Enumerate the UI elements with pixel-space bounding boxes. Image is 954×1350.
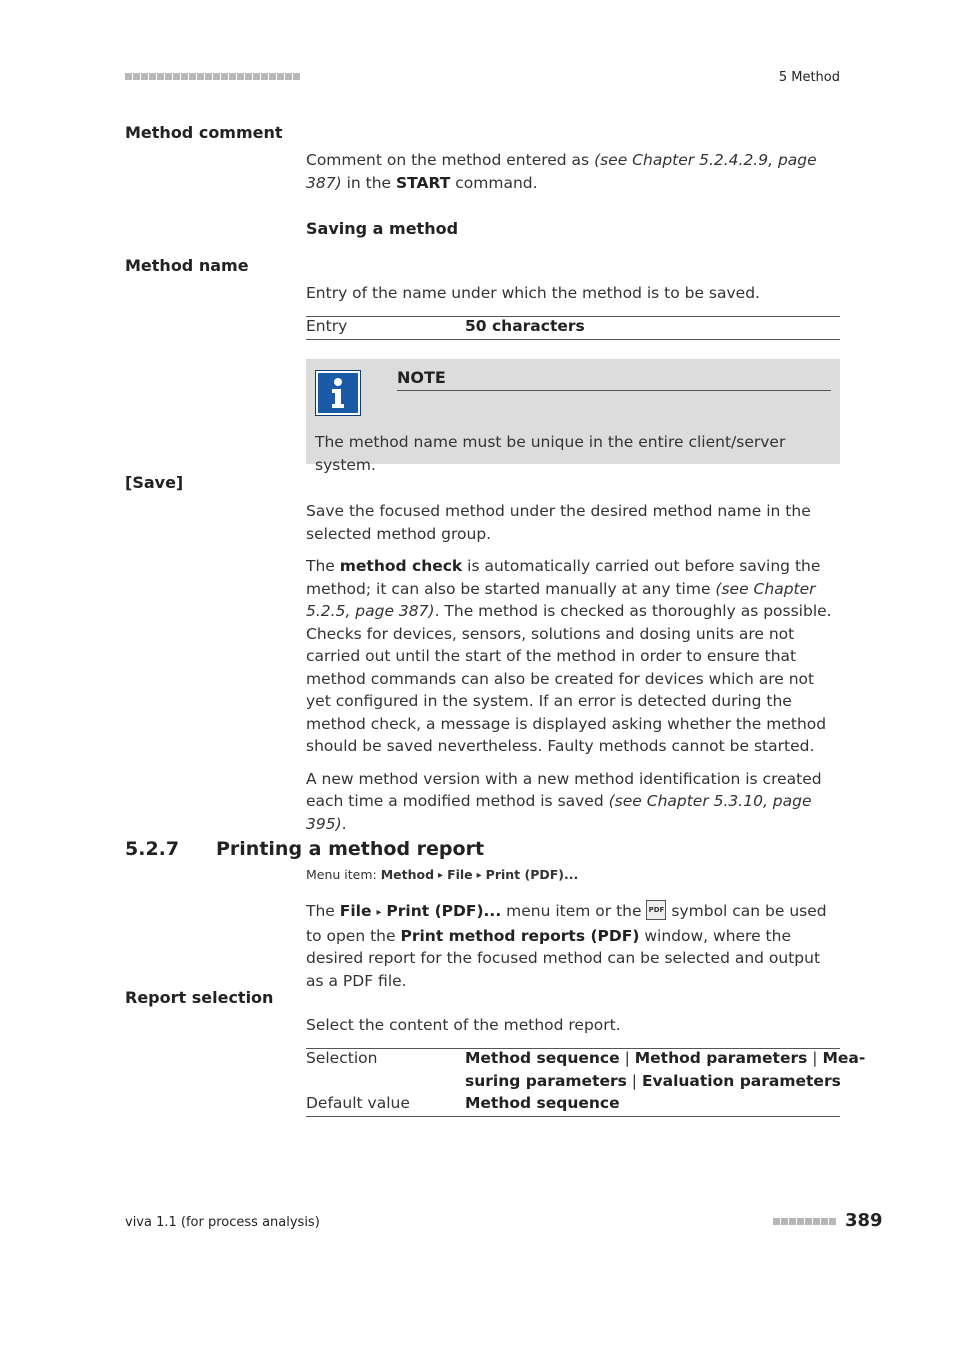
triangle-right-icon: ▸ [476,870,482,881]
note-title: NOTE [397,368,446,387]
chapter-link[interactable]: (see Chapter 5.2.4.2.9, page 387) [306,151,817,192]
menu-path: Menu item: Method ▸ File ▸ Print (PDF)... [306,867,579,882]
table-key-entry: Entry [306,317,348,335]
note-divider [397,390,831,391]
pdf-icon: PDF [646,900,666,920]
note-text: The method name must be unique in the entire client/server system. [315,433,786,474]
printing-description: The File ▸ Print (PDF)... menu item or the PDF symbol can be used to open the Print method reports (PDF) window, where the desired report for the focused method can be selected and output as a PDF file. [306,902,827,990]
info-icon [315,370,361,416]
section-title: Printing a method report [216,838,485,860]
chapter-link[interactable]: (see Chapter 5.2.5, page 387) [306,579,816,620]
saving-heading: Saving a method [306,219,459,238]
table-value-selection: Method sequence | Method parameters | Mea- suring parameters | Evaluation parameters [465,1049,866,1090]
chapter-link[interactable]: (see Chapter 5.3.10, page 395) [306,792,812,833]
triangle-right-icon: ▸ [376,907,382,918]
label-save: [Save] [125,473,184,492]
label-method-comment: Method comment [125,123,283,142]
table-value-default: Method sequence [465,1094,620,1112]
footer-decoration [773,1218,836,1225]
save-description [306,500,841,845]
header-section: 5 Method [778,70,840,85]
table-key-selection: Selection [306,1049,378,1067]
footer-left: viva 1.1 (for process analysis) [125,1215,320,1230]
save-p3: A new method version with a new method identification is created each time a modified method is saved (see Chapter 5.3.10, page 395). [306,769,822,833]
save-p1: Save the focused method under the desired method name in the selected method group. [306,502,811,543]
method-comment-text: Comment on the method entered as (see Chapter 5.2.4.2.9, page 387) in the START command. [306,151,817,192]
table-rule-bottom [306,1116,840,1117]
save-p2: The method check is automatically carried out before saving the method; it can also be started manually at any time (see Chapter 5.2.5, page 387). The method is checked as thoroughly as possible. Checks for devices, sensors, solutions and dosing units are not carried out until the start of the method in order to ensure that method commands can also be created for devices which are not yet configured in the system. If an error is detected during the method check, a message is displayed asking whether the method should be saved nevertheless. Faulty methods cannot be started. [306,557,832,755]
table-key-default: Default value [306,1094,410,1112]
triangle-right-icon: ▸ [438,870,444,881]
label-method-name: Method name [125,256,249,275]
page-number: 389 [845,1210,883,1231]
section-number: 5.2.7 [125,838,180,860]
label-report-selection: Report selection [125,988,274,1007]
report-selection-text: Select the content of the method report. [306,1016,621,1034]
note-box [306,359,840,474]
header-decoration [125,73,300,80]
method-name-text: Entry of the name under which the method is to be saved. [306,284,760,302]
table-rule-bottom [306,339,840,340]
table-value-entry: 50 characters [465,317,585,335]
